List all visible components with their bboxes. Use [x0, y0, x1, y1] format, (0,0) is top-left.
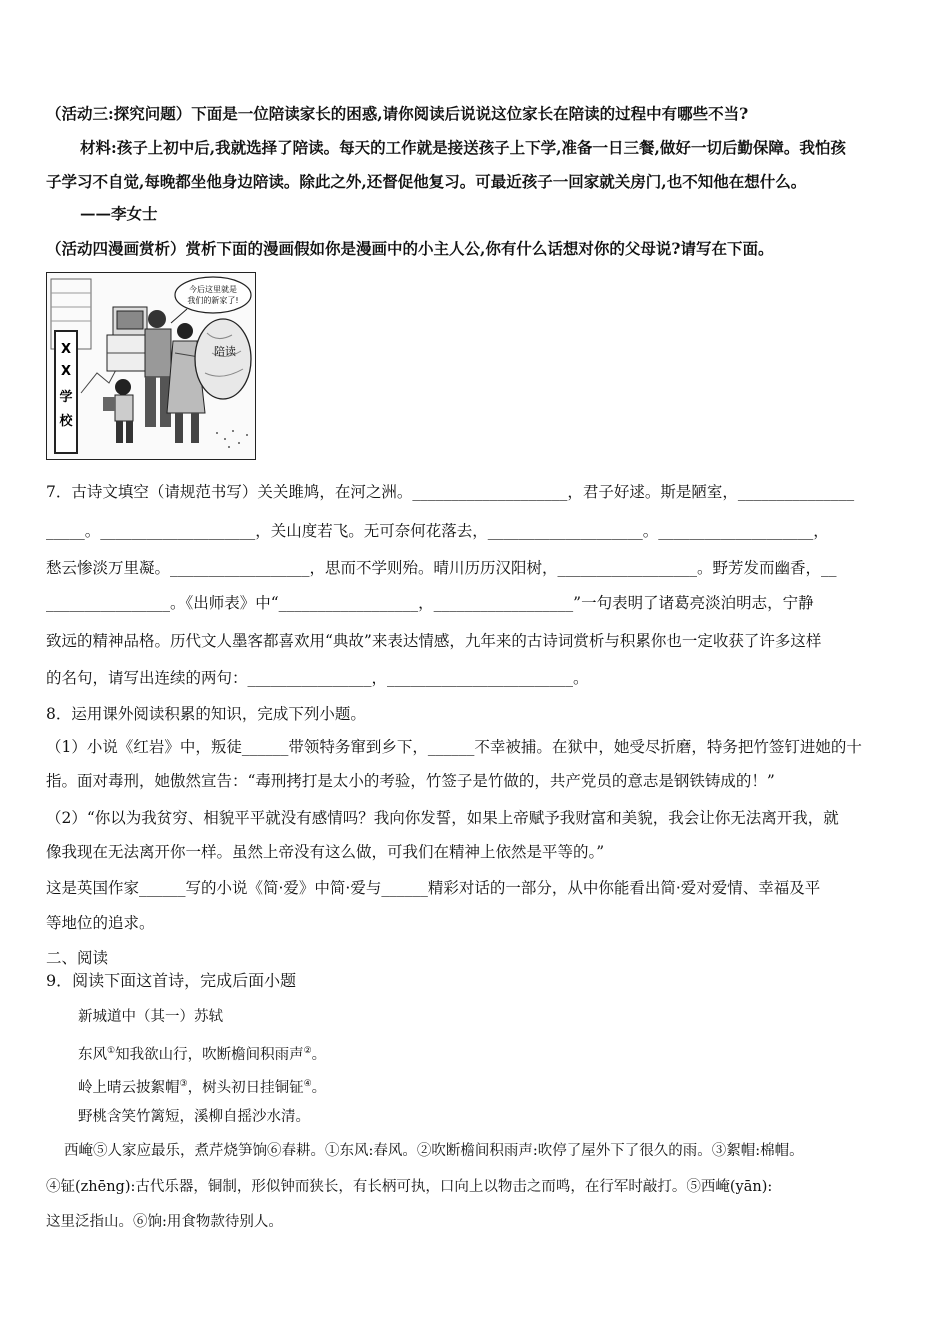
q7-line5: 致远的精神品格。历代文人墨客都喜欢用“典故”来表达情感，九年来的古诗词赏析与积累你也一定收获了许多这样 — [46, 632, 822, 650]
q8-p2-line4: 等地位的追求。 — [46, 914, 155, 932]
sign-char-1: X — [60, 342, 72, 357]
q7-line2: _____。____________________，关山度若飞。无可奈何花落去，____________________。____________________， — [46, 522, 829, 540]
q9-l2-note2: ④ — [303, 1079, 312, 1089]
sign-char-4: 校 — [59, 414, 73, 429]
q9-l1c: 。 — [311, 1046, 327, 1063]
q9-l2-note1: ③ — [179, 1079, 188, 1089]
q9-note-line3: 这里泛指山。⑥饷:用食物款待别人。 — [46, 1214, 283, 1230]
q9-l1a: 东风 — [78, 1046, 107, 1063]
sign-char-2: X — [60, 364, 72, 379]
q9-l2a: 岭上晴云披絮帽 — [78, 1079, 180, 1096]
q9-l2b: ，树头初日挂铜钲 — [187, 1079, 304, 1096]
q8-p2-line1: （2）“你以为我贫穷、相貌平平就没有感情吗？我向你发誓，如果上帝赋予我财富和美貌，我会让你无法离开我，就 — [46, 809, 839, 827]
q9-l1-note1: ① — [107, 1046, 116, 1056]
cartoon-drawing — [47, 273, 255, 459]
q7-line1: 7．古诗文填空（请规范书写）关关雎鸠，在河之洲。____________________，君子好逑。斯是陋室，_______________ — [46, 483, 855, 501]
q9-note-line1: 西崦⑤人家应最乐，煮芹烧笋饷⑥春耕。①东风:春风。②吹断檐间积雨声:吹停了屋外下了很久的雨。③絮帽:棉帽。 — [64, 1143, 804, 1159]
q9-poem-title: 新城道中（其一）苏轼 — [78, 1009, 223, 1025]
activity3-material-line1: 材料:孩子上初中后,我就选择了陪读。每天的工作就是接送孩子上下学,准备一日三餐,做好一切后勤保障。我怕孩 — [80, 138, 846, 157]
q7-line4: ________________。《出师表》中“__________________，__________________”一句表明了诸葛亮淡泊明志，宁静 — [46, 594, 814, 612]
activity4-question: （活动四漫画赏析）赏析下面的漫画假如你是漫画中的小主人公,你有什么话想对你的父母说?请写在下面。 — [46, 239, 774, 258]
q9-note-line2: ④钲(zhēng):古代乐器，铜制，形似钟而狭长，有长柄可执，口向上以物击之而鸣，在行军时敲打。⑤西崦(yān): — [46, 1179, 773, 1195]
q9-poem-line1 — [78, 1040, 326, 1066]
section2-title: 二、阅读 — [46, 949, 109, 967]
q8-p1-line2: 指。面对毒刑，她傲然宣告：“毒刑拷打是太小的考验，竹签子是竹做的，共产党员的意志是钢铁铸成的！” — [46, 772, 775, 790]
speech-line-1: 今后这里就是 — [189, 285, 237, 294]
q8-p2-line3: 这是英国作家______写的小说《简·爱》中简·爱与______精彩对话的一部分，从中你能看出简·爱对爱情、幸福及平 — [46, 879, 821, 897]
q8-title: 8．运用课外阅读积累的知识，完成下列小题。 — [46, 705, 366, 723]
activity3-question: （活动三:探究问题）下面是一位陪读家长的困惑,请你阅读后说说这位家长在陪读的过程中有哪些不当? — [46, 104, 749, 123]
q9-poem-line2 — [78, 1073, 326, 1099]
q8-p2-line2: 像我现在无法离开你一样。虽然上帝没有这么做，可我们在精神上依然是平等的。” — [46, 843, 605, 861]
bag-label: 陪读 — [214, 345, 236, 358]
activity3-author: ——李女士 — [80, 204, 158, 223]
cartoon-image — [46, 272, 256, 460]
q7-line6: 的名句，请写出连续的两句：________________，________________________。 — [46, 669, 589, 687]
q9-l2c: 。 — [311, 1079, 327, 1096]
q9-title: 9．阅读下面这首诗，完成后面小题 — [46, 971, 297, 990]
q7-line3: 愁云惨淡万里凝。__________________，思而不学则殆。晴川历历汉阳树，__________________。野芳发而幽香，__ — [46, 559, 837, 577]
sign-char-3: 学 — [59, 390, 73, 405]
activity3-material-line2: 子学习不自觉,每晚都坐他身边陪读。除此之外,还督促他复习。可最近孩子一回家就关房门,也不知他在想什么。 — [46, 172, 807, 191]
q9-l1b: 知我欲山行，吹断檐间积雨声 — [115, 1046, 304, 1063]
speech-line-2: 我们的新家了! — [187, 296, 239, 305]
q9-l1-note2: ② — [303, 1046, 312, 1056]
q8-p1-line1: （1）小说《红岩》中，叛徒______带领特务窜到乡下，______不幸被捕。在狱中，她受尽折磨，特务把竹签钉进她的十 — [46, 738, 862, 756]
q9-poem-line3: 野桃含笑竹篱短，溪柳自摇沙水清。 — [78, 1109, 310, 1125]
